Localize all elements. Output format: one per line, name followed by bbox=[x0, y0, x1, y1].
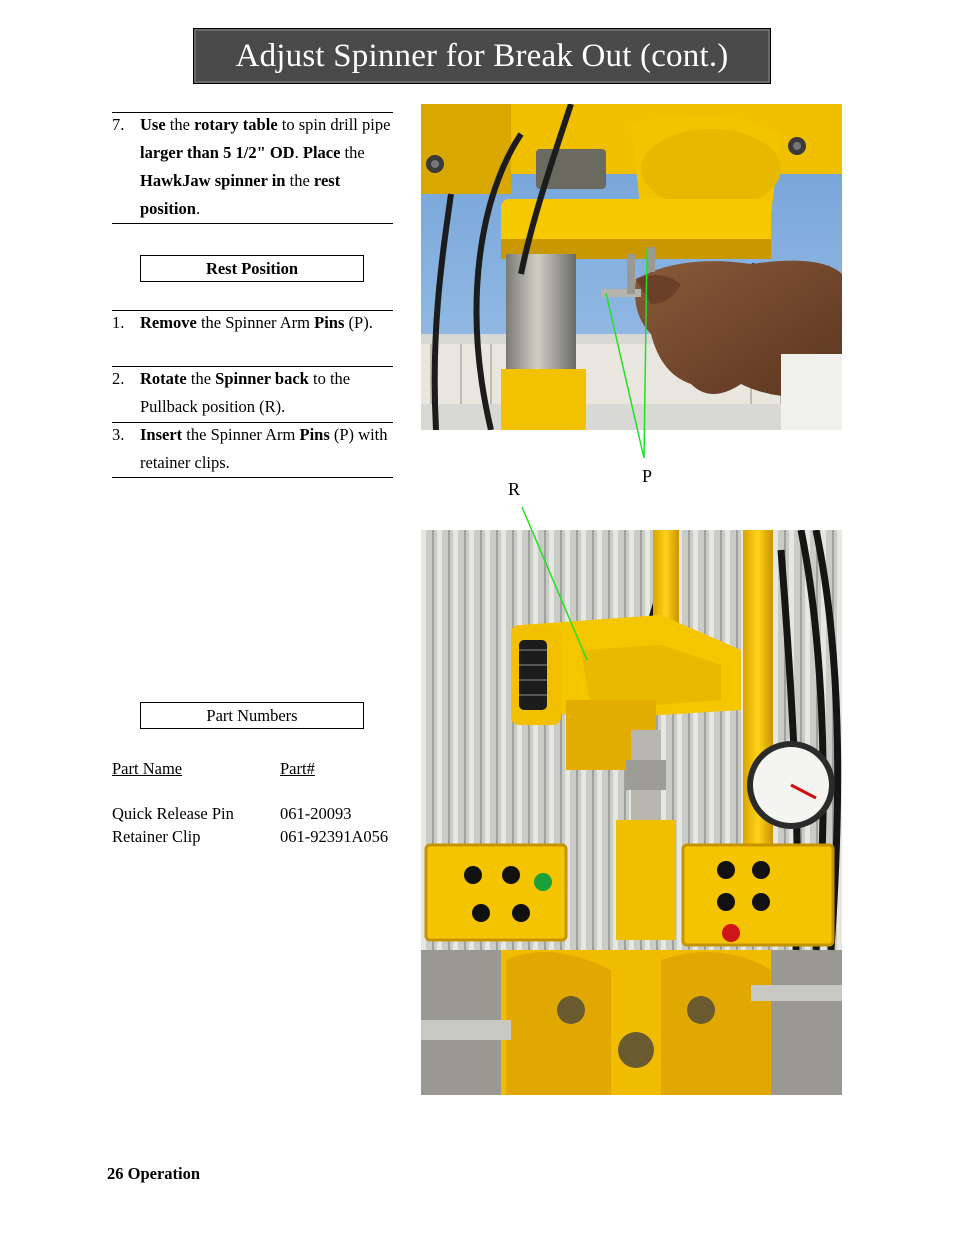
text-run: (P). bbox=[344, 313, 373, 332]
column-header-part-name: Part Name bbox=[112, 759, 183, 778]
step-number: 7. bbox=[112, 115, 125, 134]
bold-text-run: Rotate bbox=[140, 369, 187, 388]
table-cell-part-number: 061-20093 bbox=[280, 804, 352, 823]
text-run: the bbox=[285, 171, 314, 190]
table-cell-part-name: Retainer Clip bbox=[112, 827, 201, 846]
rest-position-label: Rest Position bbox=[140, 255, 364, 282]
bold-text-run: Remove bbox=[140, 313, 197, 332]
bold-text-run: Use bbox=[140, 115, 166, 134]
bold-text-run: Pins bbox=[314, 313, 345, 332]
text-run: the bbox=[340, 143, 365, 162]
callout-label-pins: P bbox=[642, 466, 653, 486]
text-run: to spin drill pipe bbox=[277, 115, 391, 134]
step-number: 1. bbox=[112, 313, 125, 332]
bold-text-run: Place bbox=[302, 143, 341, 162]
page-title: Adjust Spinner for Break Out (cont.) bbox=[193, 28, 771, 84]
callout-label-pullback: R bbox=[508, 479, 521, 499]
bold-text-run: Pins bbox=[299, 425, 330, 444]
text-run: the Spinner Arm bbox=[182, 425, 300, 444]
text-run: the bbox=[165, 115, 195, 134]
table-cell-part-name: Quick Release Pin bbox=[112, 804, 234, 823]
text-run: . bbox=[195, 199, 201, 218]
bold-text-run: Spinner back bbox=[215, 369, 309, 388]
step-number: 3. bbox=[112, 425, 125, 444]
table-cell-part-number: 061-92391A056 bbox=[280, 827, 389, 846]
text-run: to the Pullback position (R). bbox=[140, 369, 351, 416]
bold-text-run: HawkJaw spinner in bbox=[140, 171, 286, 190]
column-header-part-number: Part# bbox=[280, 759, 315, 778]
step-number: 2. bbox=[112, 369, 125, 388]
text-run: the bbox=[186, 369, 216, 388]
text-run: . bbox=[294, 143, 303, 162]
text-run: the Spinner Arm bbox=[196, 313, 315, 332]
part-numbers-label: Part Numbers bbox=[140, 702, 364, 729]
page-footer: 26 Operation bbox=[107, 1164, 201, 1183]
bold-text-run: larger than 5 1/2" OD bbox=[140, 143, 295, 162]
bold-text-run: rest position bbox=[140, 171, 341, 218]
text-run: (P) with retainer clips. bbox=[140, 425, 388, 472]
bold-text-run: Insert bbox=[140, 425, 183, 444]
bold-text-run: rotary table bbox=[194, 115, 278, 134]
